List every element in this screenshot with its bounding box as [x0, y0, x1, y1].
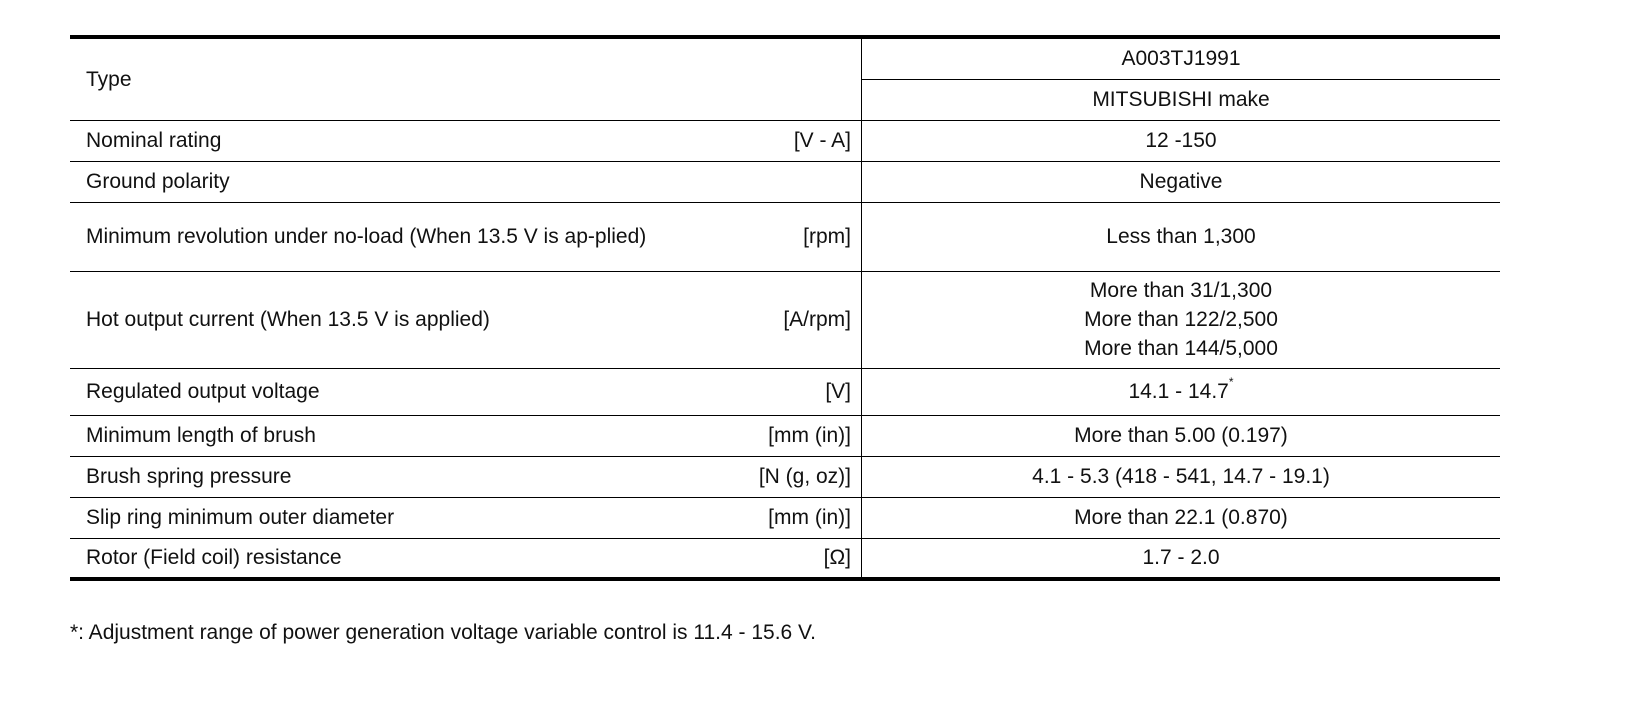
type-make-cell [862, 79, 1501, 120]
row-unit: [V] [825, 380, 851, 403]
row-label: Nominal rating [86, 129, 222, 152]
row-value: More than 22.1 (0.870) [862, 497, 1501, 538]
table-row [70, 271, 1500, 368]
row-label: Slip ring minimum outer diameter [86, 506, 395, 529]
row-value: 12 -150 [862, 120, 1501, 161]
row-value: 1.7 - 2.0 [862, 538, 1501, 579]
row-label: Minimum revolution under no-load (When 13.5 V is ap-plied) [86, 225, 647, 248]
row-unit: [V - A] [793, 129, 851, 152]
row-label: Ground polarity [86, 170, 230, 193]
row-label: Brush spring pressure [86, 465, 292, 488]
row-value: Less than 1,300 [862, 202, 1501, 271]
row-unit: [Ω] [823, 546, 851, 570]
row-unit: [rpm] [803, 225, 851, 248]
type-value-cell [862, 37, 1501, 79]
type-make: MITSUBISHI make [1092, 88, 1270, 111]
row-label: Rotor (Field coil) resistance [86, 546, 342, 570]
row-value-cell [862, 368, 1501, 415]
row-unit: [mm (in)] [768, 424, 851, 447]
footnote: *: Adjustment range of power generation voltage variable control is 11.4 - 15.6 V. [70, 621, 816, 644]
row-value-line: More than 31/1,300 [1089, 279, 1273, 302]
row-value-line: More than 122/2,500 [1084, 308, 1278, 331]
table-row [70, 456, 1500, 497]
table-row [70, 538, 1500, 579]
table-row [70, 120, 1500, 161]
row-value: 4.1 - 5.3 (418 - 541, 14.7 - 19.1) [862, 456, 1501, 497]
row-label: Hot output current (When 13.5 V is applied) [86, 308, 490, 331]
row-label: Regulated output voltage [86, 380, 320, 403]
table-row [70, 202, 1500, 271]
row-value: 14.1 - 14.7 [1128, 380, 1229, 403]
row-value-list [862, 271, 1501, 368]
row-value: Negative [862, 161, 1501, 202]
table-row [70, 368, 1500, 415]
row-label: Minimum length of brush [86, 424, 316, 447]
alternator-spec-table [70, 35, 1500, 581]
table-row [70, 497, 1500, 538]
row-value: More than 5.00 (0.197) [862, 415, 1501, 456]
type-label-cell [70, 37, 862, 120]
row-value-line: More than 144/5,000 [1084, 337, 1278, 360]
row-unit: [A/rpm] [783, 308, 851, 331]
table-row [70, 415, 1500, 456]
row-unit: [mm (in)] [768, 506, 851, 529]
row-unit: [N (g, oz)] [758, 465, 851, 488]
type-label: Type [86, 67, 132, 91]
type-row [70, 37, 1500, 79]
type-model-number: A003TJ1991 [1121, 47, 1241, 71]
footnote-marker: * [1228, 375, 1234, 389]
table-row [70, 161, 1500, 202]
